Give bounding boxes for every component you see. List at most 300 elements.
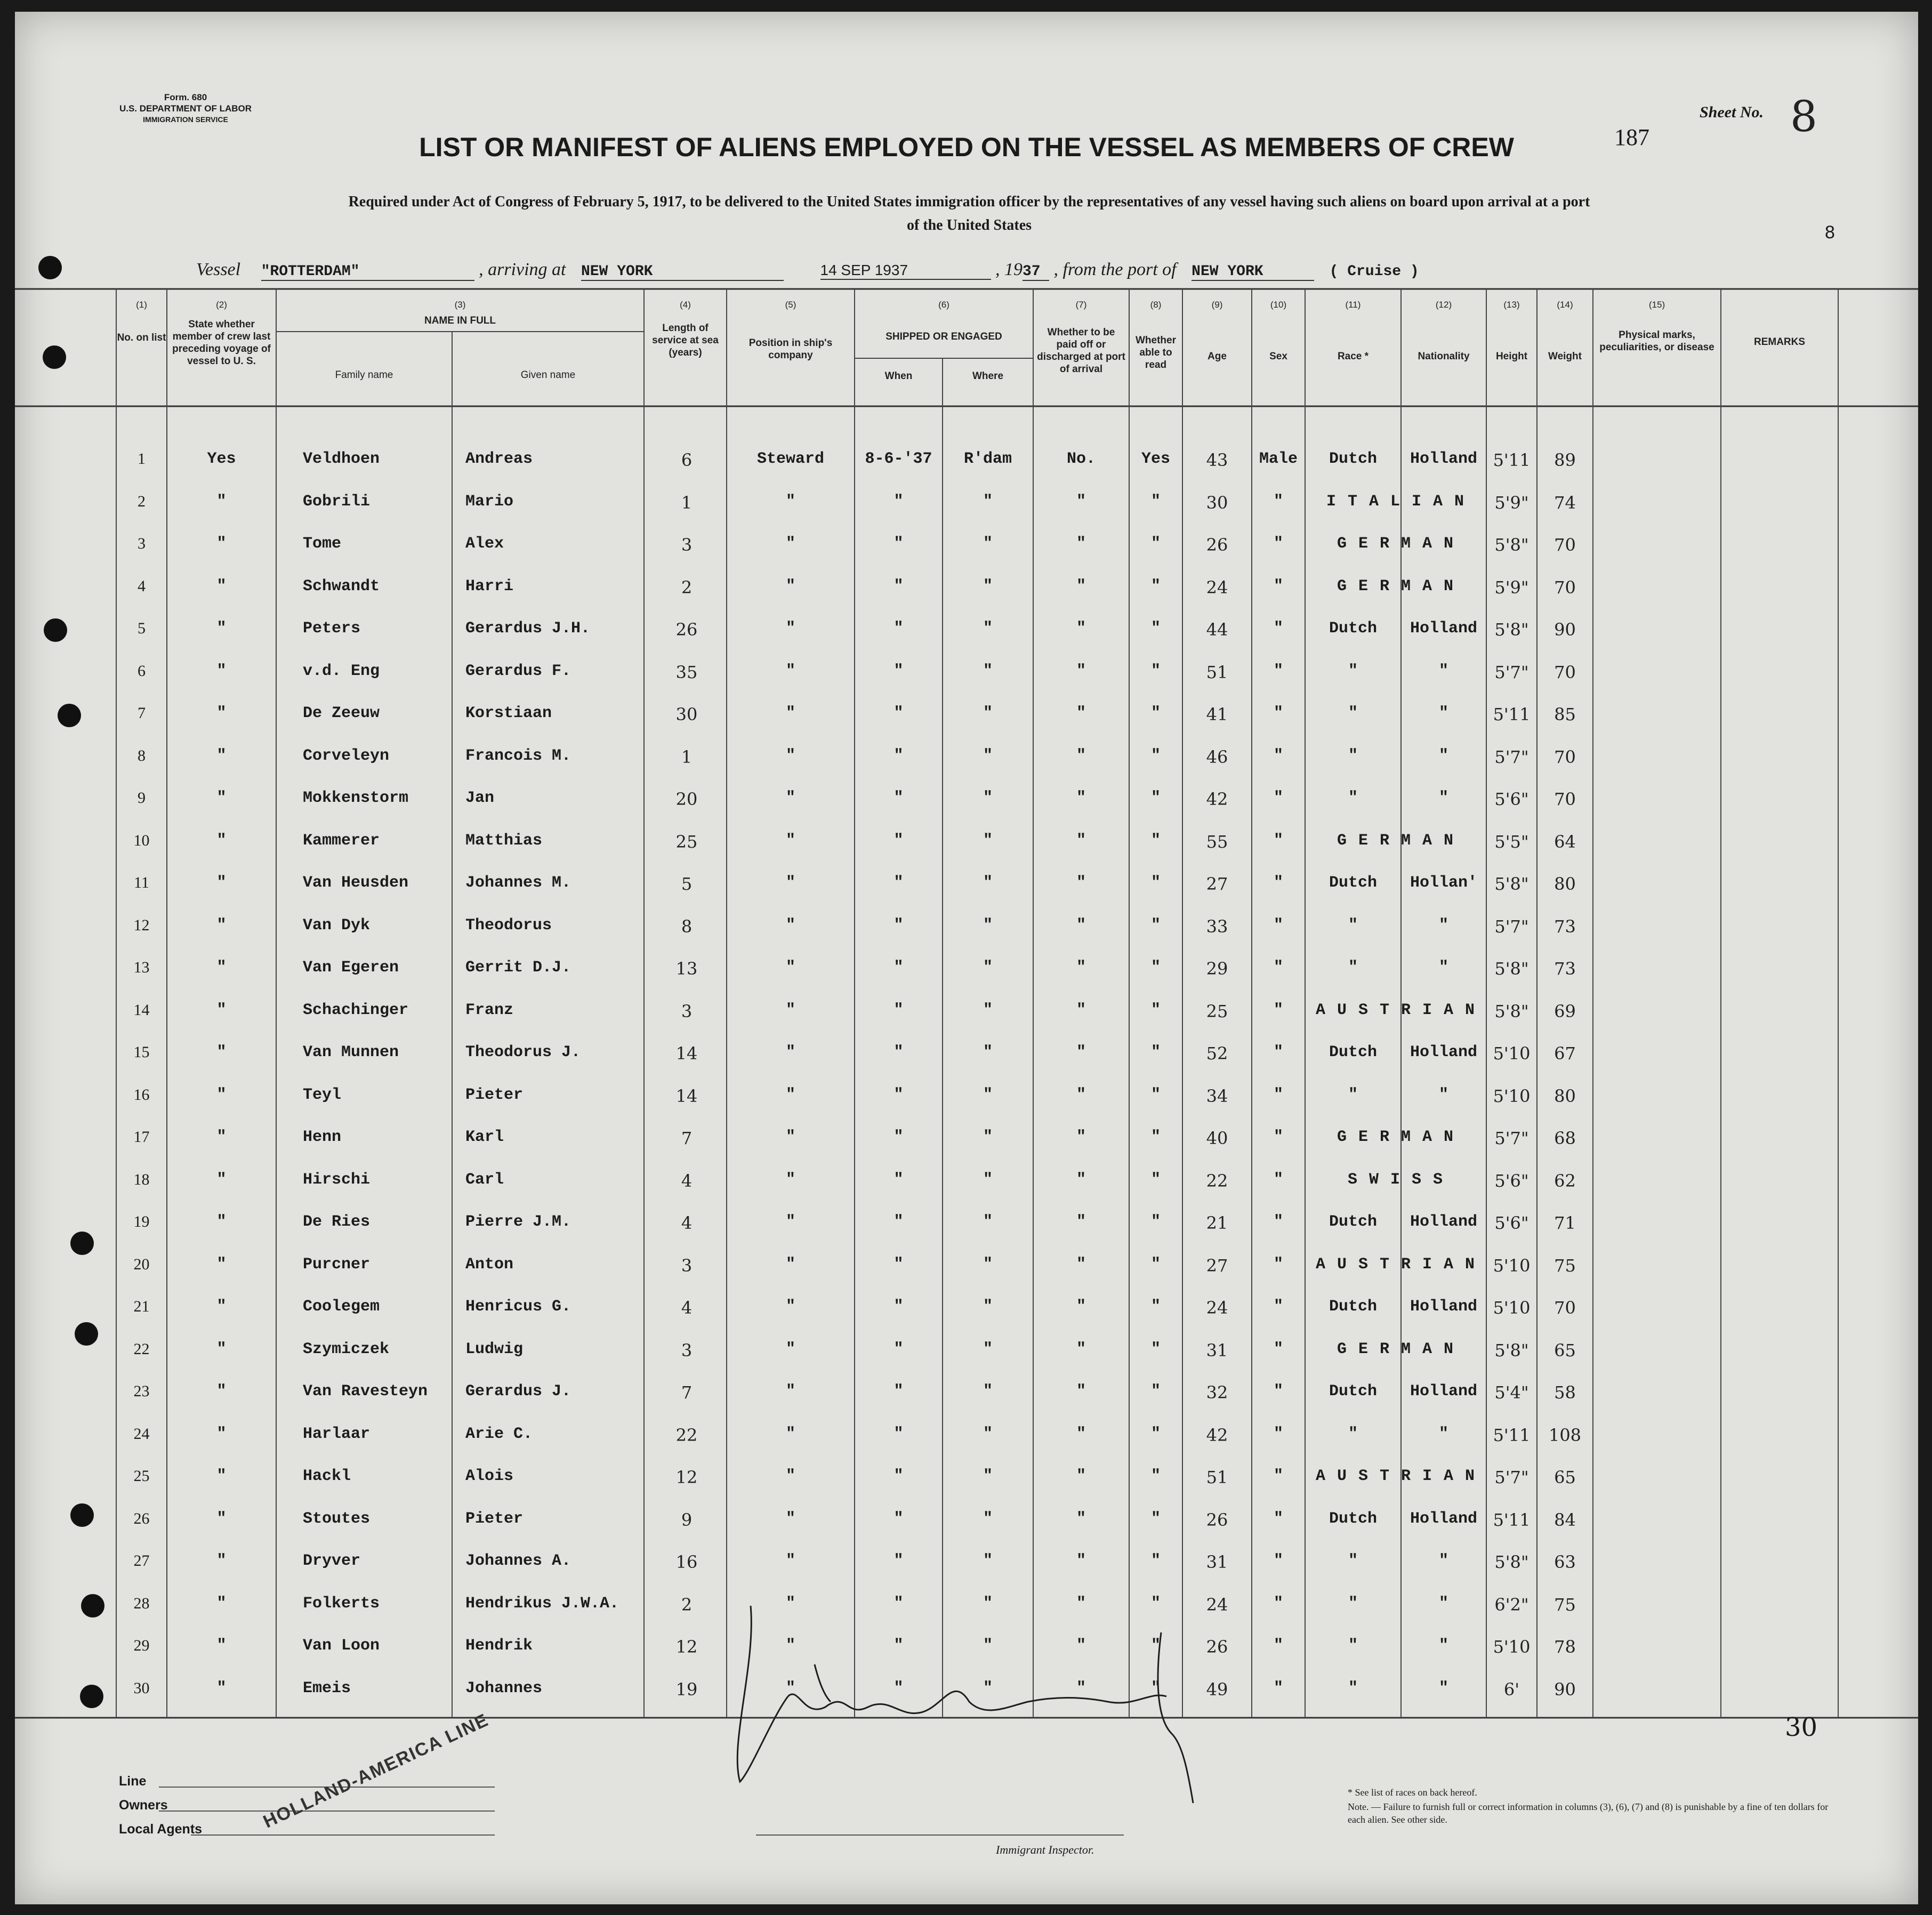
row-age: 51 [1206,1467,1228,1487]
penalty-note: Note. — Failure to furnish full or correct information in columns (3), (6), (7) and (8) is punishable by a fine of ten dollars for each alien. See other side. [1348,1801,1829,1825]
row-sex: " [1273,831,1283,850]
row-crew: " [216,662,227,680]
row-read: " [1150,1594,1161,1613]
row-number: 8 [138,746,146,765]
row-height: 5'9" [1494,577,1529,598]
row-family: Schachinger [303,1001,409,1019]
row-age: 24 [1206,1594,1228,1615]
row-crew: " [216,577,227,596]
row-race: A U S T R I A N [1315,1467,1476,1485]
row-crew: " [216,1594,227,1613]
row-given: Francois M. [465,746,571,765]
row-race: " [1348,662,1358,680]
row-age: 42 [1206,789,1228,809]
row-service: 12 [675,1637,698,1657]
row-service: 16 [675,1552,698,1572]
row-service: 4 [681,1170,693,1191]
row-nationality: Holland [1410,1298,1478,1316]
row-paid: " [1076,1425,1086,1443]
row-number: 30 [133,1679,150,1697]
row-family: Van Egeren [303,959,399,977]
row-height: 6'2" [1494,1594,1529,1615]
row-number: 28 [133,1594,150,1612]
row-number: 20 [133,1255,150,1273]
row-read: " [1150,746,1161,765]
row-sex: " [1273,1382,1283,1401]
row-service: 22 [675,1425,698,1445]
row-weight: 75 [1554,1255,1576,1276]
row-read: " [1150,874,1161,892]
remarks-header: REMARKS [1753,336,1806,348]
row-crew: " [216,1255,227,1274]
row-weight: 62 [1554,1170,1576,1191]
row-crew: " [216,1679,227,1697]
row-position: " [785,1001,795,1019]
row-number: 18 [133,1170,150,1188]
row-number: 7 [138,704,146,722]
row-sex: " [1273,1085,1283,1104]
row-number: 14 [133,1001,150,1019]
row-age: 41 [1206,704,1228,725]
row-sex: " [1273,1298,1283,1316]
row-race: " [1348,1552,1358,1570]
row-service: 12 [675,1467,698,1487]
from-label: , from the port of [1053,260,1177,279]
row-given: Matthias [465,831,543,850]
row-read: " [1150,831,1161,850]
row-paid: " [1076,619,1086,638]
vessel-name: "ROTTERDAM" [261,263,474,281]
row-when: " [893,1679,904,1697]
row-height: 5'10 [1493,1255,1531,1276]
row-weight: 80 [1554,1085,1576,1106]
row-nationality: Hollan' [1410,874,1478,892]
row-service: 19 [675,1679,698,1700]
row-given: Alex [465,535,504,553]
row-where: " [983,1637,993,1655]
row-height: 5'8" [1494,959,1529,979]
row-service: 6 [681,450,693,470]
row-paid: " [1076,1255,1086,1274]
col-3a-header: Family name [335,369,393,381]
row-position: " [785,492,795,511]
col-2-header: State whether member of crew last preceding voyage of vessel to U. S. [172,319,271,367]
row-sex: " [1273,1170,1283,1189]
row-where: " [983,1298,993,1316]
row-service: 2 [681,577,693,598]
row-age: 21 [1206,1213,1228,1233]
col-15-number: (15) [1648,300,1665,310]
row-weight: 73 [1554,916,1576,937]
row-race: " [1348,959,1358,977]
row-where: " [983,1340,993,1358]
row-when: " [893,1425,904,1443]
row-height: 5'10 [1493,1298,1531,1318]
stamp-number: 187 [1614,124,1649,150]
row-race: " [1348,1637,1358,1655]
row-where: " [983,1213,993,1231]
row-weight: 64 [1554,831,1576,852]
col-9-number: (9) [1211,300,1223,310]
col-8-number: (8) [1150,300,1162,310]
row-sex: " [1273,1637,1283,1655]
col-11-header: Race * [1337,351,1369,362]
col-11-number: (11) [1345,300,1361,310]
row-when: " [893,1637,904,1655]
row-given: Arie C. [465,1425,533,1443]
row-service: 7 [681,1128,693,1148]
row-height: 5'8" [1494,874,1529,894]
row-nationality: Holland [1410,1382,1478,1401]
row-position: " [785,704,795,722]
row-height: 5'8" [1494,1552,1529,1572]
row-position: " [785,831,795,850]
row-family: Harlaar [303,1425,371,1443]
col-6-number: (6) [938,300,949,310]
row-position: " [785,1340,795,1358]
row-where: " [983,577,993,596]
row-given: Johannes A. [465,1552,571,1570]
row-service: 3 [681,1001,693,1021]
punch-hole [58,704,81,727]
row-service: 20 [675,789,698,809]
row-given: Pierre J.M. [465,1213,571,1231]
row-family: De Zeeuw [303,704,380,722]
row-race: " [1348,1594,1358,1613]
col-13-number: (13) [1503,300,1520,310]
row-read: " [1150,662,1161,680]
row-read: " [1150,1425,1161,1443]
row-sex: " [1273,1594,1283,1613]
row-read: " [1150,535,1161,553]
row-race: " [1348,916,1358,935]
row-position: " [785,1637,795,1655]
row-height: 5'11 [1493,1425,1531,1445]
row-height: 5'7" [1494,916,1529,937]
row-position: " [785,1382,795,1401]
row-paid: " [1076,874,1086,892]
row-paid: " [1076,1679,1086,1697]
sheet-number-label: Sheet No. [1700,103,1764,121]
row-sex: " [1273,619,1283,638]
row-where: " [983,1255,993,1274]
col-5-header: Position in ship's company [748,337,833,361]
row-race: A U S T R I A N [1315,1001,1476,1019]
row-height: 5'9" [1494,492,1529,513]
row-number: 15 [133,1043,150,1061]
row-nationality: Holland [1410,1509,1478,1528]
row-given: Theodorus J. [465,1043,581,1061]
row-sex: " [1273,1340,1283,1358]
row-family: Hackl [303,1467,351,1485]
row-sex: " [1273,1043,1283,1061]
row-age: 30 [1206,492,1228,513]
row-race: " [1348,704,1358,722]
row-height: 5'10 [1493,1637,1531,1657]
row-sex: " [1273,916,1283,935]
row-where: " [983,1043,993,1061]
row-height: 5'5" [1494,831,1529,852]
row-when: " [893,916,904,935]
row-crew: " [216,831,227,850]
row-weight: 90 [1554,619,1576,640]
row-when: " [893,1340,904,1358]
row-read: " [1150,1001,1161,1019]
row-crew: " [216,535,227,553]
row-number: 6 [138,662,146,680]
vessel-line [196,260,1419,281]
row-where: " [983,1128,993,1146]
row-height: 5'11 [1493,1509,1531,1530]
col-14-number: (14) [1557,300,1573,310]
row-crew: " [216,959,227,977]
row-weight: 74 [1554,492,1576,513]
manifest-sheet [15,12,1918,1904]
row-number: 24 [133,1425,150,1443]
row-nationality: " [1438,746,1448,765]
row-nationality: Holland [1410,619,1478,638]
row-age: 22 [1206,1170,1228,1191]
row-crew: " [216,1043,227,1061]
row-paid: " [1076,1043,1086,1061]
row-service: 35 [675,662,698,682]
row-age: 33 [1206,916,1228,937]
row-given: Hendrikus J.W.A. [465,1594,619,1613]
row-race: Dutch [1329,1382,1377,1401]
row-service: 26 [675,619,698,640]
owners-label: Owners [119,1798,168,1813]
subtitle-line-1: Required under Act of Congress of February 5, 1917, to be delivered to the United States immigration officer by the representatives of any vessel having such aliens on board upon arrival at a port [348,194,1590,210]
row-weight: 108 [1548,1425,1582,1445]
col-1-number: (1) [136,300,147,310]
row-given: Henricus G. [465,1298,571,1316]
row-crew: " [216,1637,227,1655]
row-age: 31 [1206,1340,1228,1361]
row-family: Gobrili [303,492,371,511]
row-where: " [983,1085,993,1104]
row-service: 2 [681,1594,693,1615]
row-where: " [983,535,993,553]
row-age: 44 [1206,619,1228,640]
row-paid: " [1076,704,1086,722]
row-race: " [1348,789,1358,807]
row-paid: " [1076,789,1086,807]
row-when: " [893,619,904,638]
row-weight: 70 [1554,1298,1576,1318]
row-weight: 78 [1554,1637,1576,1657]
row-position: Steward [756,450,825,468]
col-12-header: Nationality [1418,351,1470,362]
row-when: " [893,1298,904,1316]
row-nationality: " [1438,1085,1448,1104]
row-where: " [983,492,993,511]
row-weight: 69 [1554,1001,1576,1021]
row-number: 2 [138,492,146,510]
row-race: Dutch [1329,1043,1377,1061]
row-service: 30 [675,704,698,725]
row-height: 5'6" [1494,1170,1529,1191]
punch-hole [70,1503,94,1527]
row-crew: " [216,1340,227,1358]
row-race: S W I S S [1347,1170,1444,1189]
races-note: * See list of races on back hereof. [1348,1787,1477,1798]
row-position: " [785,1679,795,1697]
row-read: " [1150,1382,1161,1401]
row-crew: " [216,492,227,511]
row-given: Ludwig [465,1340,524,1358]
row-where: " [983,1679,993,1697]
row-paid: No. [1066,450,1096,468]
row-position: " [785,1298,795,1316]
row-when: " [893,535,904,553]
row-paid: " [1076,1509,1086,1528]
row-read: Yes [1141,450,1170,468]
punch-hole [81,1594,104,1618]
row-age: 40 [1206,1128,1228,1148]
row-weight: 71 [1554,1213,1576,1233]
row-position: " [785,1043,795,1061]
row-crew: " [216,1382,227,1401]
row-weight: 85 [1554,704,1576,725]
row-weight: 58 [1554,1382,1576,1403]
row-sex: " [1273,746,1283,765]
row-age: 46 [1206,746,1228,767]
row-where: " [983,1467,993,1485]
row-paid: " [1076,916,1086,935]
year-suffix: 37 [1023,263,1049,281]
row-nationality: Holland [1410,1043,1478,1061]
row-position: " [785,789,795,807]
row-where: R'dam [963,450,1012,468]
row-race: Dutch [1329,1298,1377,1316]
row-paid: " [1076,1001,1086,1019]
row-family: Kammerer [303,831,380,850]
table-grid [15,12,1918,1904]
col-15-header: Physical marks, peculiarities, or disease [1599,329,1714,353]
row-when: " [893,1382,904,1401]
row-age: 55 [1206,831,1228,852]
row-position: " [785,874,795,892]
row-when: " [893,1170,904,1189]
row-service: 5 [681,874,693,894]
row-number: 4 [138,577,146,595]
row-paid: " [1076,577,1086,596]
row-number: 13 [133,959,150,976]
row-paid: " [1076,1170,1086,1189]
row-paid: " [1076,1467,1086,1485]
row-weight: 75 [1554,1594,1576,1615]
row-sex: " [1273,704,1283,722]
row-nationality: " [1438,1594,1448,1613]
row-paid: " [1076,959,1086,977]
row-paid: " [1076,1298,1086,1316]
row-service: 3 [681,1255,693,1276]
year-prefix: , 19 [995,260,1023,279]
row-when: " [893,831,904,850]
row-given: Anton [465,1255,514,1274]
row-when: " [893,959,904,977]
row-read: " [1150,1467,1161,1485]
row-when: " [893,492,904,511]
row-service: 8 [681,916,693,937]
row-weight: 70 [1554,789,1576,809]
row-crew: " [216,1425,227,1443]
col-7-number: (7) [1075,300,1087,310]
row-paid: " [1076,1213,1086,1231]
row-given: Pieter [465,1509,524,1528]
row-number: 9 [138,789,146,807]
row-sex: " [1273,492,1283,511]
sheet-number-value: 8 [1790,92,1817,141]
row-height: 5'8" [1494,619,1529,640]
row-nationality: " [1438,1425,1448,1443]
row-paid: " [1076,1128,1086,1146]
row-read: " [1150,1085,1161,1104]
col-10-number: (10) [1270,300,1287,310]
row-nationality: " [1438,916,1448,935]
row-when: " [893,1001,904,1019]
row-nationality: Holland [1410,1213,1478,1231]
page-subtitle [111,190,1828,237]
row-weight: 65 [1554,1340,1576,1361]
row-read: " [1150,704,1161,722]
row-given: Korstiaan [465,704,552,722]
row-paid: " [1076,535,1086,553]
row-age: 42 [1206,1425,1228,1445]
row-when: " [893,662,904,680]
line-stamp: HOLLAND-AMERICA LINE [260,1709,492,1832]
row-read: " [1150,1128,1161,1146]
row-family: Teyl [303,1085,342,1104]
punch-hole [80,1685,103,1708]
row-number: 3 [138,535,146,552]
row-sex: " [1273,1509,1283,1528]
row-read: " [1150,1637,1161,1655]
row-paid: " [1076,1085,1086,1104]
col-9-header: Age [1207,351,1227,362]
row-family: Dryver [303,1552,361,1570]
row-race: " [1348,1085,1358,1104]
row-paid: " [1076,1382,1086,1401]
row-crew: Yes [207,450,236,468]
row-position: " [785,1509,795,1528]
line-label: Line [119,1774,147,1789]
row-race: G E R M A N [1337,535,1455,553]
arriving-label: , arriving at [479,260,566,279]
row-read: " [1150,577,1161,596]
punch-hole [44,618,67,642]
row-paid: " [1076,1552,1086,1570]
row-given: Harri [465,577,514,596]
row-age: 32 [1206,1382,1228,1403]
row-given: Gerardus J.H. [465,619,591,638]
row-crew: " [216,704,227,722]
row-race: Dutch [1329,1213,1377,1231]
row-given: Gerardus F. [465,662,571,680]
row-when: " [893,1043,904,1061]
row-weight: 68 [1554,1128,1576,1148]
row-given: Johannes [465,1679,543,1697]
row-service: 1 [681,492,693,513]
row-crew: " [216,746,227,765]
row-height: 5'7" [1494,662,1529,682]
row-when: " [893,1213,904,1231]
row-race: G E R M A N [1337,1340,1455,1358]
arrival-date-stamp: 14 SEP 1937 [820,262,991,280]
row-crew: " [216,1509,227,1528]
row-position: " [785,1213,795,1231]
row-crew: " [216,619,227,638]
